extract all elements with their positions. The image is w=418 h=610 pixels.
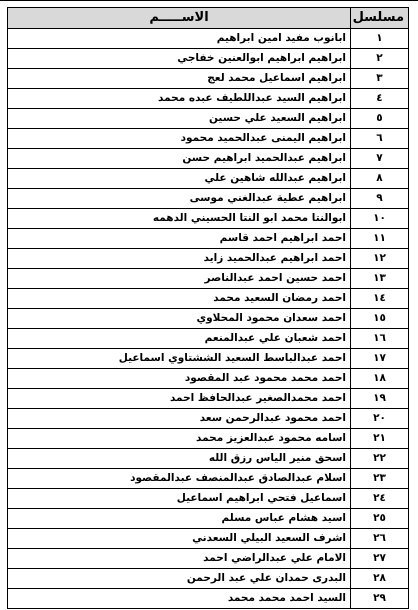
table-row [8, 229, 409, 249]
table-row [8, 89, 409, 109]
name-cell: احمد حسين احمد عبدالناصر [8, 269, 351, 289]
table-row [8, 449, 409, 469]
serial-cell: ١٢ [351, 249, 409, 269]
name-cell: ابراهيم ابراهيم ابوالعنين خفاجي [8, 49, 351, 69]
serial-cell: ٢ [351, 49, 409, 69]
name-cell: ابراهيم عبدالحميد ابراهيم حسن [8, 149, 351, 169]
name-cell: الامام علي عبدالراضي احمد [8, 549, 351, 569]
table-row [8, 509, 409, 529]
serial-cell: ٢٧ [351, 549, 409, 569]
names-table [7, 7, 409, 609]
name-cell: اسيد هشام عباس مسلم [8, 509, 351, 529]
table-row [8, 49, 409, 69]
name-cell: احمد شعبان علي عبدالمنعم [8, 329, 351, 349]
top-border-line [0, 0, 418, 1]
table-row [8, 249, 409, 269]
name-cell: احمد سعدان محمود المحلاوي [8, 309, 351, 329]
serial-cell: ١ [351, 29, 409, 49]
serial-column-header: مسلسل [351, 8, 409, 29]
name-cell: اسحق منير الياس رزق الله [8, 449, 351, 469]
serial-cell: ١٦ [351, 329, 409, 349]
name-cell: ابوالنتا محمد ابو النتا الحسيني الدهمه [8, 209, 351, 229]
serial-cell: ١٣ [351, 269, 409, 289]
serial-cell: ٨ [351, 169, 409, 189]
table-row [8, 109, 409, 129]
name-cell: اشرف السعيد البيلي السعدني [8, 529, 351, 549]
table-row [8, 149, 409, 169]
name-cell: ابراهيم السعيد علي حسين [8, 109, 351, 129]
serial-cell: ٢٦ [351, 529, 409, 549]
serial-cell: ١١ [351, 229, 409, 249]
table-row [8, 169, 409, 189]
table-row [8, 549, 409, 569]
table-row [8, 329, 409, 349]
name-cell: ابراهيم عطية عبدالغني موسى [8, 189, 351, 209]
name-column-header: الاســـــم [8, 8, 351, 29]
serial-cell: ١٠ [351, 209, 409, 229]
table-row [8, 289, 409, 309]
name-cell: ابراهيم السيد عبداللطيف عبده محمد [8, 89, 351, 109]
table-row [8, 529, 409, 549]
serial-cell: ٢٨ [351, 569, 409, 589]
name-cell: احمد محمد محمود عبد المقصود [8, 369, 351, 389]
serial-cell: ٦ [351, 129, 409, 149]
table-row [8, 569, 409, 589]
table-row [8, 469, 409, 489]
table-row [8, 349, 409, 369]
name-cell: احمد رمضان السعيد محمد [8, 289, 351, 309]
name-cell: اسلام عبدالصادق عبدالمنصف عبدالمقصود [8, 469, 351, 489]
table-row [8, 489, 409, 509]
name-cell: ابانوب مفيد امين ابراهيم [8, 29, 351, 49]
table-row [8, 69, 409, 89]
serial-cell: ٢٥ [351, 509, 409, 529]
serial-cell: ١٥ [351, 309, 409, 329]
table-row [8, 189, 409, 209]
name-cell: احمد محمود عبدالرحمن سعد [8, 409, 351, 429]
name-cell: السيد احمد محمد محمد [8, 589, 351, 609]
name-cell: اسماعيل فتحي ابراهيم اسماعيل [8, 489, 351, 509]
serial-cell: ١٧ [351, 349, 409, 369]
serial-cell: ٢٣ [351, 469, 409, 489]
table-row [8, 429, 409, 449]
name-cell: احمد عبدالباسط السعيد الششتاوي اسماعيل [8, 349, 351, 369]
table-row [8, 409, 409, 429]
table-row [8, 129, 409, 149]
serial-cell: ٢٩ [351, 589, 409, 609]
table-row [8, 209, 409, 229]
table-row [8, 269, 409, 289]
name-cell: احمد محمدالصغير عبدالحافظ احمد [8, 389, 351, 409]
table-row [8, 309, 409, 329]
name-cell: ابراهيم عبدالله شاهين علي [8, 169, 351, 189]
table-row [8, 589, 409, 609]
table-row [8, 369, 409, 389]
serial-cell: ١٩ [351, 389, 409, 409]
name-cell: ابراهيم اليمنى عبدالحميد محمود [8, 129, 351, 149]
header-row [8, 8, 409, 29]
name-cell: اسامه محمود عبدالعزيز محمد [8, 429, 351, 449]
serial-cell: ٢١ [351, 429, 409, 449]
serial-cell: ١٤ [351, 289, 409, 309]
serial-cell: ٥ [351, 109, 409, 129]
serial-cell: ٢٤ [351, 489, 409, 509]
serial-cell: ٣ [351, 69, 409, 89]
name-cell: احمد ابراهيم احمد قاسم [8, 229, 351, 249]
name-cell: احمد ابراهيم عبدالحميد زايد [8, 249, 351, 269]
serial-cell: ٢٢ [351, 449, 409, 469]
table-row [8, 29, 409, 49]
table-row [8, 389, 409, 409]
serial-cell: ٩ [351, 189, 409, 209]
serial-cell: ٢٠ [351, 409, 409, 429]
serial-cell: ٧ [351, 149, 409, 169]
serial-cell: ١٨ [351, 369, 409, 389]
name-cell: ابراهيم اسماعيل محمد لعج [8, 69, 351, 89]
name-cell: البدرى حمدان علي عبد الرحمن [8, 569, 351, 589]
serial-cell: ٤ [351, 89, 409, 109]
